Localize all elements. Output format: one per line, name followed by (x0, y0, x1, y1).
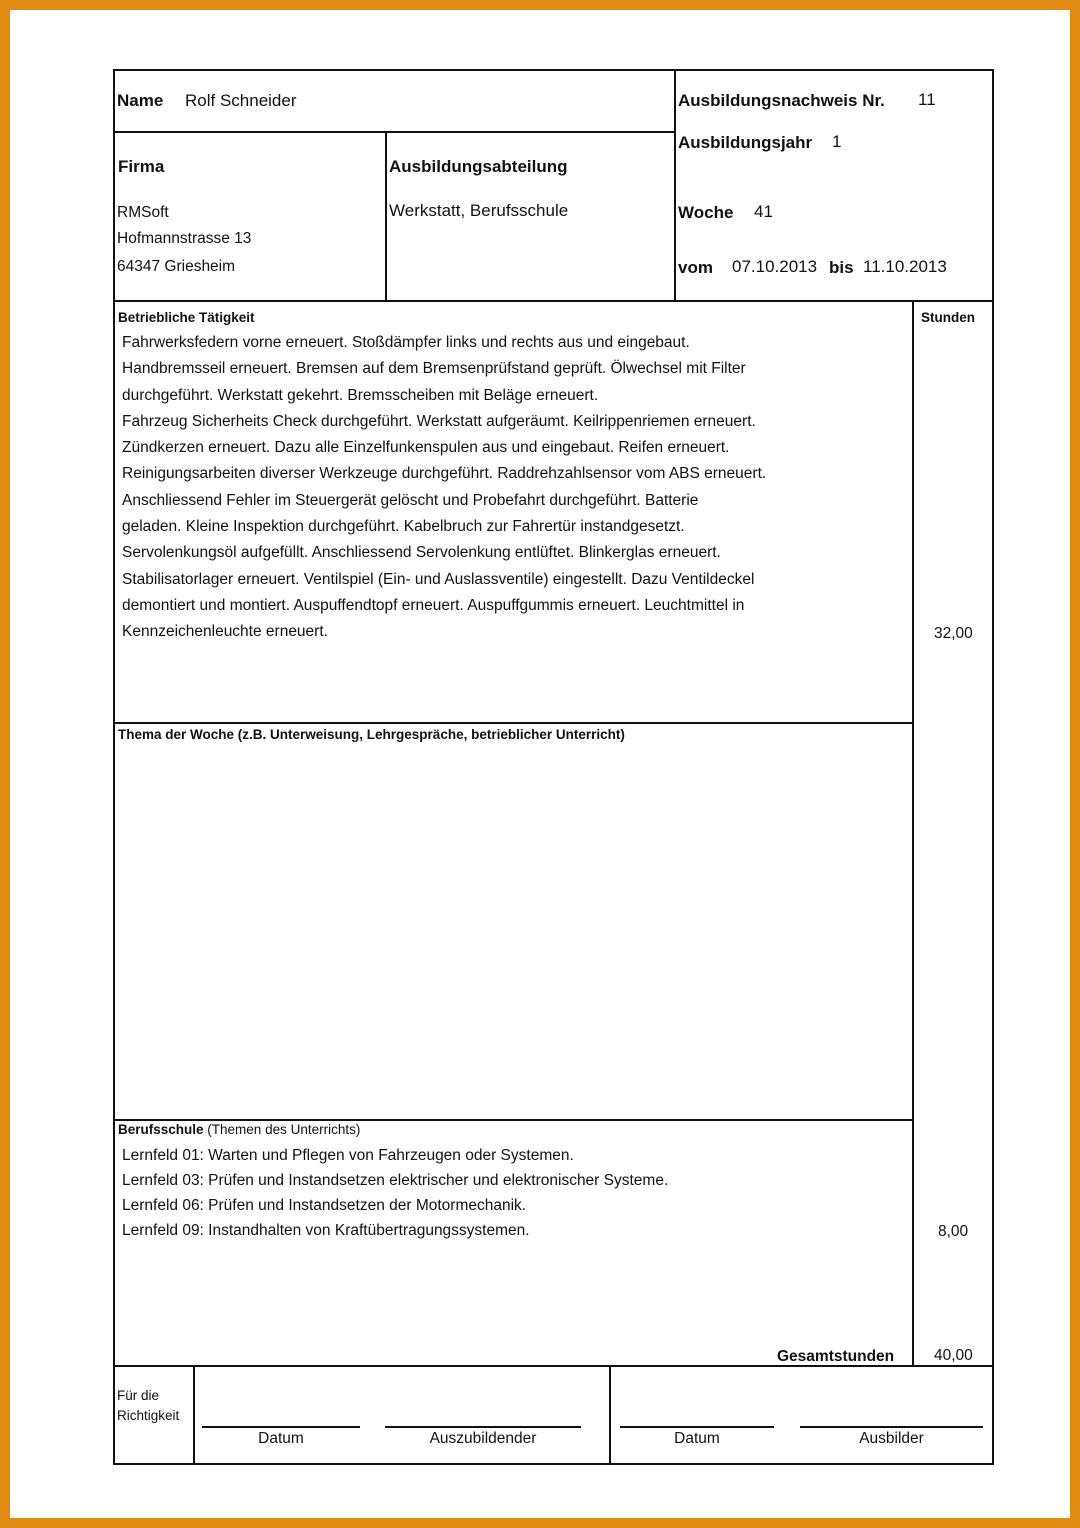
bis-label: bis (829, 258, 854, 277)
schule-label (118, 1122, 360, 1137)
divider (115, 1119, 914, 1121)
jahr-label: Ausbildungsjahr (678, 133, 813, 152)
divider (115, 300, 992, 302)
divider (674, 71, 676, 302)
nachweis-label: Ausbildungsnachweis Nr. (678, 91, 885, 110)
betrieb-line: Servolenkungsöl aufgefüllt. Anschliessend Servolenkung entlüftet. Blinkerglas erneuert. (122, 544, 721, 562)
woche-value: 41 (754, 202, 773, 221)
bis-date: 11.10.2013 (863, 257, 947, 276)
report-form (113, 69, 994, 1465)
divider (193, 1365, 195, 1463)
divider (385, 131, 387, 302)
firma-line: RMSoft (117, 204, 169, 221)
total-value: 40,00 (934, 1347, 973, 1364)
betrieb-line: Reinigungsarbeiten diverser Werkzeuge durchgeführt. Raddrehzahlsensor vom ABS erneuert. (122, 465, 767, 483)
betrieb-line: Stabilisatorlager erneuert. Ventilspiel (Ein- und Auslassventile) eingestellt. Dazu Ventildeckel (122, 570, 755, 588)
ausbilder-label: Ausbilder (859, 1430, 924, 1447)
jahr-value: 1 (832, 132, 842, 151)
vom-date: 07.10.2013 (732, 257, 818, 276)
signature-line-azubi[interactable] (385, 1426, 581, 1428)
schule-line: Lernfeld 03: Prüfen und Instandsetzen elektrischer und elektronischer Systeme. (122, 1172, 669, 1189)
divider (609, 1365, 611, 1463)
betrieb-line: durchgeführt. Werkstatt gekehrt. Bremsscheiben mit Beläge erneuert. (122, 386, 599, 404)
betrieb-line: Anschliessend Fehler im Steuergerät gelöscht und Probefahrt durchgeführt. Batterie (122, 491, 699, 509)
schule-line: Lernfeld 01: Warten und Pflegen von Fahrzeugen oder Systemen. (122, 1147, 574, 1164)
azubi-label: Auszubildender (429, 1430, 537, 1447)
signature-line-ausbilder[interactable] (800, 1426, 983, 1428)
betrieb-line: geladen. Kleine Inspektion durchgeführt. Kabelbruch zur Fahrertür instandgesetzt. (122, 518, 685, 536)
divider (115, 722, 914, 724)
stunden-label: Stunden (921, 310, 975, 325)
schule-line: Lernfeld 09: Instandhalten von Kraftübertragungssystemen. (122, 1222, 530, 1239)
betrieb-line: Fahrwerksfedern vorne erneuert. Stoßdämpfer links und rechts aus und eingebaut. (122, 334, 690, 351)
betrieb-line: Zündkerzen erneuert. Dazu alle Einzelfunkenspulen aus und eingebaut. Reifen erneuert. (122, 439, 730, 457)
betrieb-line: Handbremsseil erneuert. Bremsen auf dem Bremsenprüfstand geprüft. Ölwechsel mit Filter (122, 360, 746, 378)
divider (912, 300, 914, 1367)
richtigkeit-line2: Richtigkeit (117, 1408, 180, 1423)
schule-text (122, 1143, 668, 1243)
betrieb-line: Kennzeichenleuchte erneuert. (122, 623, 328, 641)
firma-label: Firma (118, 157, 165, 176)
name-label: Name (117, 91, 164, 110)
datum-label-1: Datum (258, 1430, 304, 1447)
schule-line: Lernfeld 06: Prüfen und Instandsetzen der Motormechanik. (122, 1197, 527, 1214)
woche-label: Woche (678, 203, 734, 222)
betrieb-hours: 32,00 (934, 625, 973, 642)
richtigkeit-line1: Für die (117, 1388, 160, 1403)
schule-label-rest: (Themen des Unterrichts) (207, 1122, 361, 1137)
betrieb-label: Betriebliche Tätigkeit (118, 310, 255, 325)
betrieb-line: demontiert und montiert. Auspuffendtopf erneuert. Auspuffgummis erneuert. Leuchtmittel in (122, 596, 745, 614)
firma-line: 64347 Griesheim (117, 258, 236, 275)
total-label: Gesamtstunden (777, 1348, 895, 1365)
abteilung-value: Werkstatt, Berufsschule (389, 201, 569, 220)
betrieb-line: Fahrzeug Sicherheits Check durchgeführt. Werkstatt aufgeräumt. Keilrippenriemen erneuert. (122, 412, 756, 430)
schule-label-bold: Berufsschule (118, 1122, 204, 1137)
signature-line-datum-ausbilder[interactable] (620, 1426, 774, 1428)
nachweis-value: 11 (918, 90, 936, 109)
name-value: Rolf Schneider (185, 91, 297, 110)
datum-label-2: Datum (674, 1430, 720, 1447)
vom-label: vom (678, 258, 713, 277)
betrieb-text (122, 330, 766, 646)
schule-hours: 8,00 (938, 1223, 969, 1240)
signature-line-datum-azubi[interactable] (202, 1426, 360, 1428)
abteilung-label: Ausbildungsabteilung (389, 157, 568, 176)
firma-line: Hofmannstrasse 13 (117, 230, 252, 247)
thema-label: Thema der Woche (z.B. Unterweisung, Lehrgespräche, betrieblicher Unterricht) (118, 727, 625, 742)
divider (115, 131, 676, 133)
